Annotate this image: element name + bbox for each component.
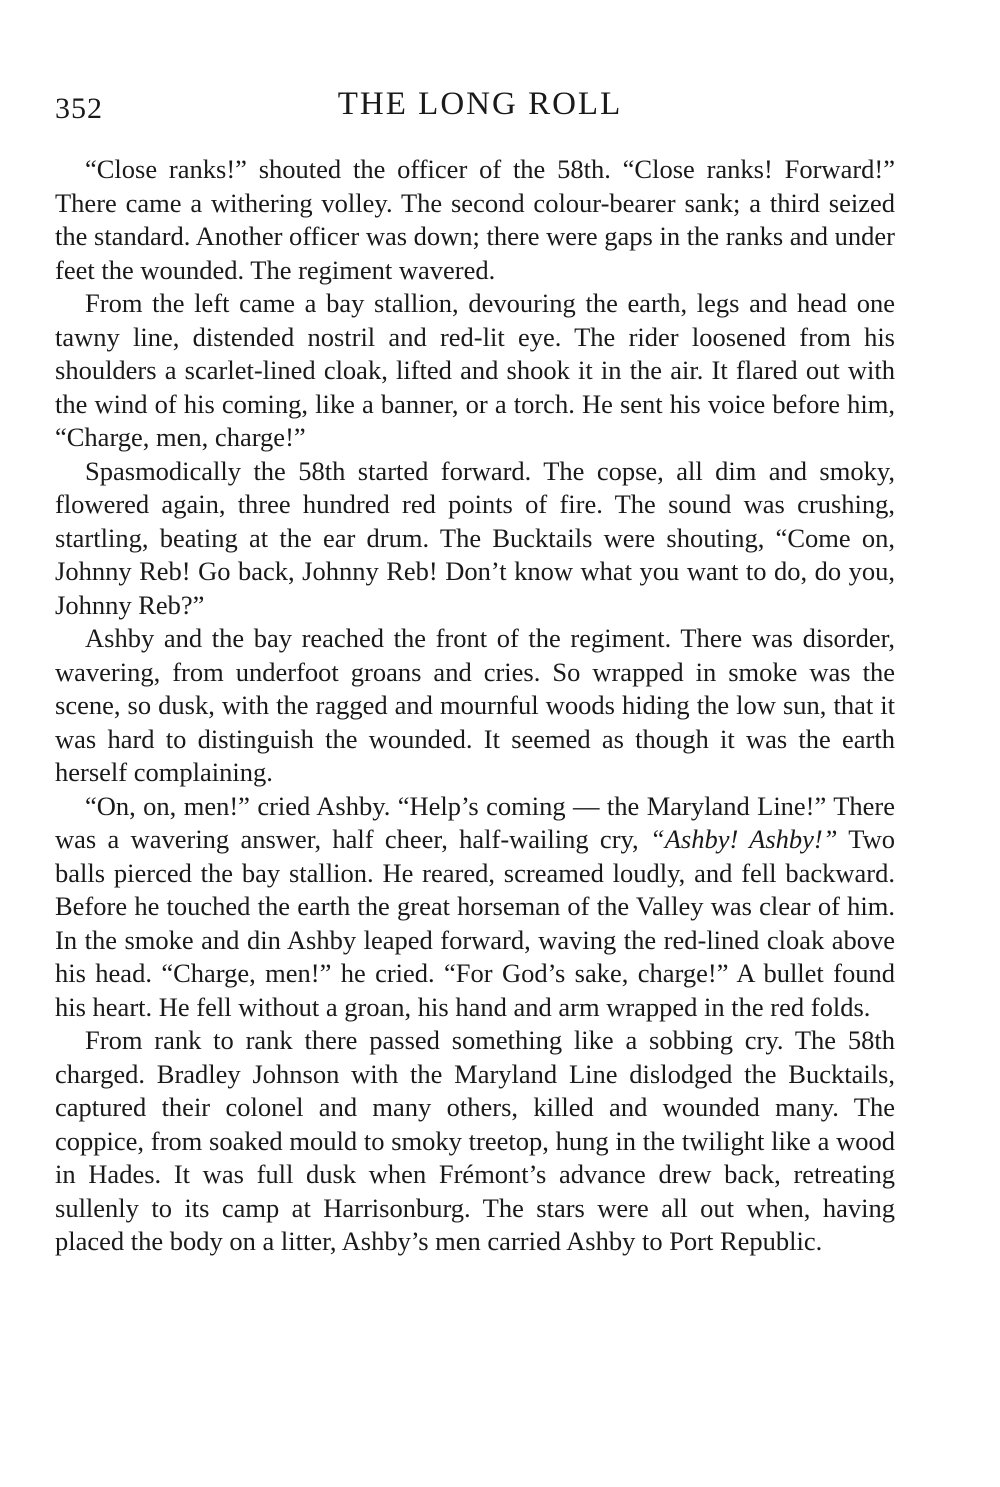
paragraph (55, 790, 895, 1025)
paragraph: From rank to rank there passed something like a sobbing cry. The 58th charged. Bradley Johnson with the Maryland Line dislodged the Bucktails, captured their colonel and many others, killed and wounded many. The coppice, from soaked mould to smoky treetop, hung in the twilight like a wood in Hades. It was full dusk when Frémont’s advance drew back, retreating sullenly to its camp at Harrisonburg. The stars were all out when, having placed the body on a litter, Ashby’s men carried Ashby to Port Republic. (55, 1025, 895, 1256)
paragraph-text: “On, on, men!” cried Ashby. “Help’s coming — the Maryland Line!” There was a wavering answer, half cheer, half-wailing cry, (55, 790, 895, 854)
page-number: 352 (55, 92, 103, 125)
italic-shout: “Ashby! Ashby!” (649, 824, 838, 854)
paragraph: “Close ranks!” shouted the officer of the 58th. “Close ranks! Forward!” There came a withering volley. The second colour-bearer sank; a third seized the standard. Another officer was down; there were gaps in the ranks and under feet the wounded. The regiment wavered. (55, 154, 895, 285)
paragraph: Spasmodically the 58th started forward. The copse, all dim and smoky, flowered again, three hundred red points of fire. The sound was crushing, startling, beating at the ear drum. The Bucktails were shouting, “Come on, Johnny Reb! Go back, Johnny Reb! Don’t know what you want to do, do you, Johnny Reb?” (55, 455, 895, 620)
paragraph-text: Two balls pierced the bay stallion. He reared, screamed loudly, and fell backward. Before he touched the earth the great horseman of the Valley was clear of him. In the smoke and din Ashby leaped forward, waving the red-lined cloak above his head. “Charge, men!” he cried. “For God’s sake, charge!” A bullet found his heart. He fell without a groan, his hand and arm wrapped in the red folds. (55, 824, 896, 1022)
page-header (55, 82, 895, 132)
running-title: THE LONG ROLL (337, 86, 623, 122)
paragraph: Ashby and the bay reached the front of the regiment. There was disorder, wavering, from underfoot groans and cries. So wrapped in smoke was the scene, so dusk, with the ragged and mournful woods hiding the low sun, that it was hard to distinguish the wounded. It seemed as though it was the earth herself complaining. (55, 623, 895, 787)
body-text (55, 153, 895, 1259)
paragraph: From the left came a bay stallion, devouring the earth, legs and head one tawny line, distended nostril and red-lit eye. The rider loosened from his shoulders a scarlet-lined cloak, lifted and shook it in the air. It flared out with the wind of his coming, like a banner, or a torch. He sent his voice before him, “Charge, men, charge!” (55, 288, 895, 452)
